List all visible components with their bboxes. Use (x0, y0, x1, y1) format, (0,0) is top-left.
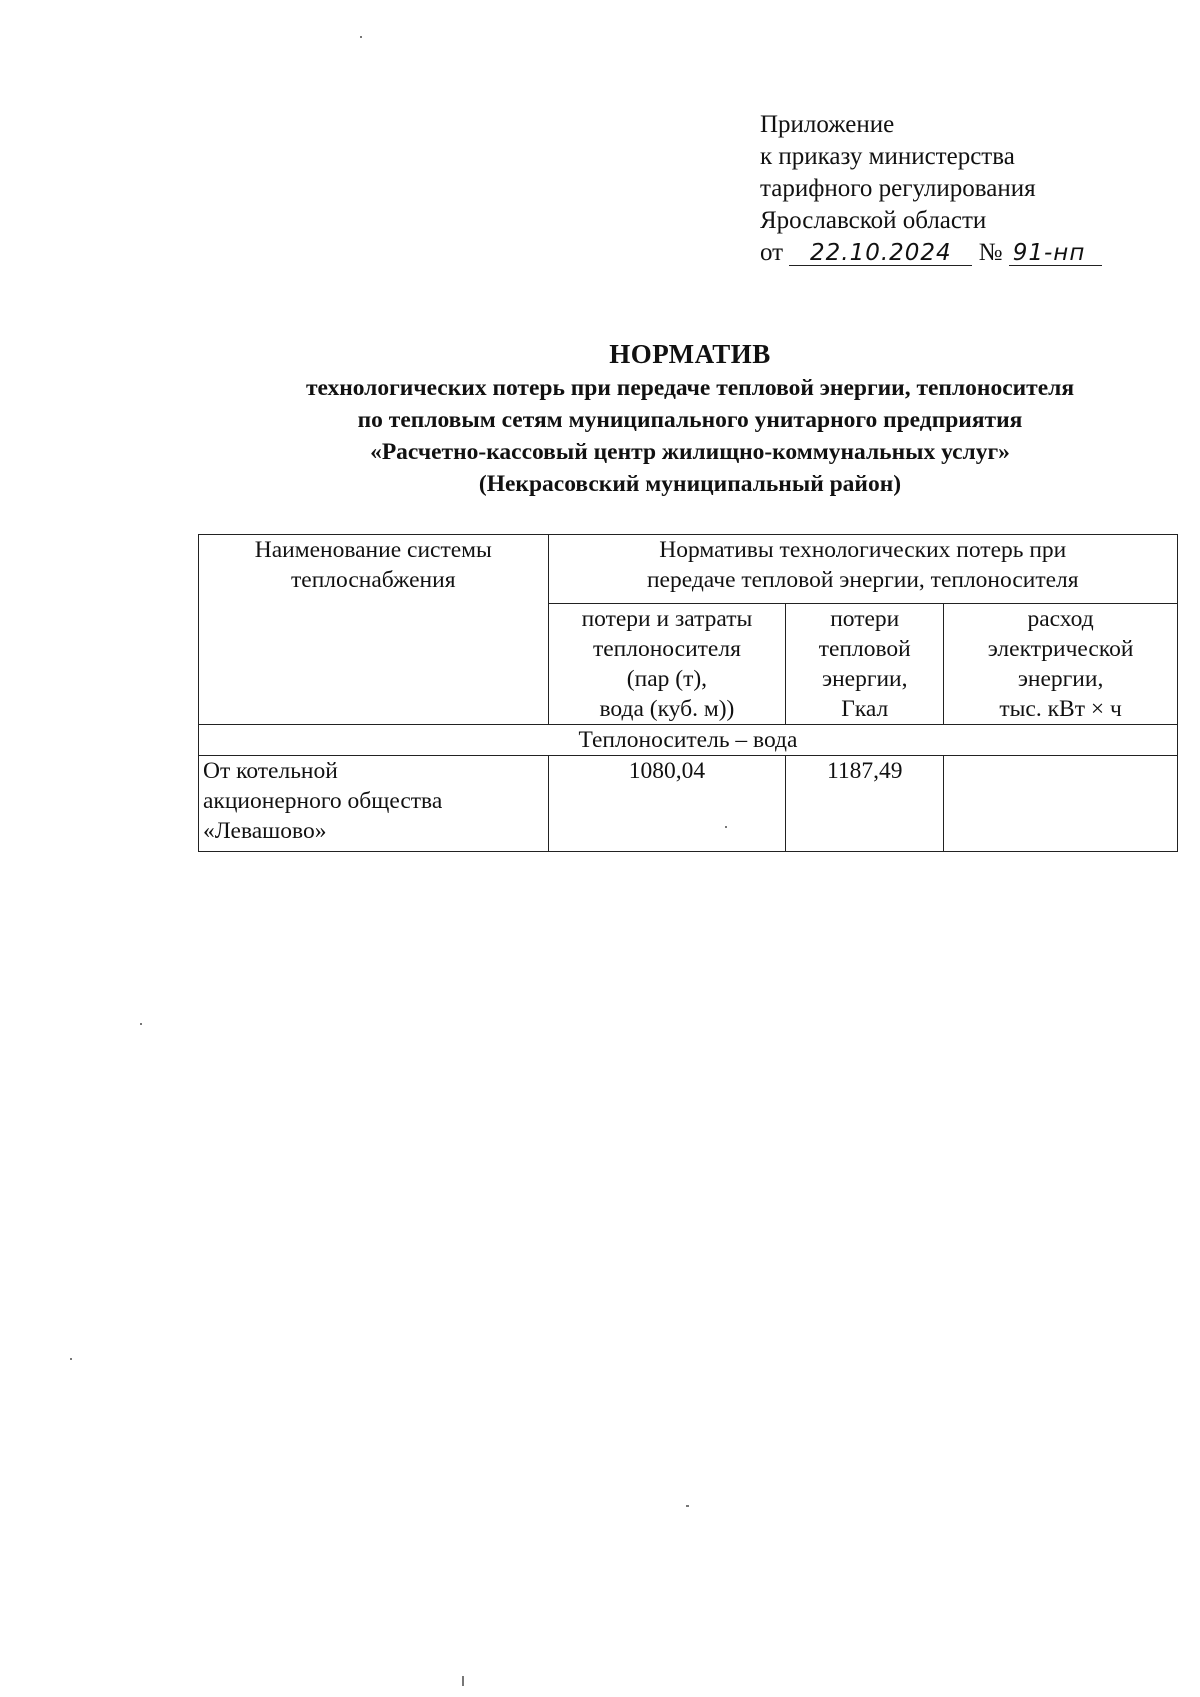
norms-table (198, 534, 1178, 852)
scan-speck (725, 826, 727, 828)
document-title: НОРМАТИВ (609, 339, 771, 369)
header-line: вода (куб. м)) (599, 696, 735, 722)
appendix-order-ref: к приказу министерства (760, 143, 1015, 170)
header-line: (пар (т), (626, 666, 708, 692)
appendix-title: Приложение (760, 111, 895, 138)
appendix-date-number-line (760, 237, 1102, 269)
scan-speck (140, 1023, 142, 1025)
header-line: Гкал (841, 696, 889, 722)
row-losses-carrier: 1080,04 (548, 756, 786, 852)
row-electricity (944, 756, 1178, 852)
header-line: электрической (987, 636, 1134, 662)
from-label: от (760, 239, 784, 266)
row-system-name (199, 756, 549, 852)
header-line: тепловой (818, 636, 911, 662)
header-losses-carrier (548, 604, 786, 725)
appendix-region: Ярославской области (760, 207, 987, 234)
scan-speck (360, 36, 362, 38)
header-line: потери (830, 606, 900, 632)
handwritten-date: 22.10.2024 (789, 241, 972, 266)
header-norms-line: Нормативы технологических потерь при (659, 537, 1067, 563)
header-system-line: теплоснабжения (291, 567, 456, 593)
header-norms-line: передаче тепловой энергии, теплоносителя (646, 567, 1079, 593)
title-line-1: технологических потерь при передаче тепловой энергии, теплоносителя (305, 375, 1075, 401)
title-line-3: «Расчетно-кассовый центр жилищно-коммунальных услуг» (370, 439, 1010, 465)
header-line: расход (1027, 606, 1094, 632)
row-name-line: От котельной (203, 758, 338, 784)
row-name-line: «Левашово» (203, 818, 327, 844)
appendix-header (760, 109, 1102, 269)
title-line-2: по тепловым сетям муниципального унитарного предприятия (357, 407, 1023, 433)
title-line-4: (Некрасовский муниципальный район) (478, 471, 902, 497)
header-line: потери и затраты (581, 606, 753, 632)
header-system-name (199, 535, 549, 725)
header-line: энергии, (1017, 666, 1104, 692)
table-row (199, 756, 1178, 852)
header-electricity (944, 604, 1178, 725)
header-losses-heat (786, 604, 944, 725)
header-line: тыс. кВт × ч (999, 696, 1122, 722)
handwritten-number: 91-нп (1009, 241, 1102, 266)
scan-speck (686, 1505, 689, 1507)
header-line: энергии, (821, 666, 908, 692)
header-system-line: Наименование системы (254, 537, 492, 563)
row-name-line: акционерного общества (203, 788, 443, 814)
appendix-ministry: тарифного регулирования (760, 175, 1036, 202)
scan-speck (70, 1358, 72, 1360)
header-line: теплоносителя (592, 636, 741, 662)
document-title-block (150, 336, 1200, 500)
number-label: № (978, 239, 1003, 266)
category-row: Теплоноситель – вода (199, 725, 1178, 756)
header-norms (548, 535, 1177, 604)
row-losses-heat: 1187,49 (786, 756, 944, 852)
scan-speck (462, 1676, 464, 1686)
